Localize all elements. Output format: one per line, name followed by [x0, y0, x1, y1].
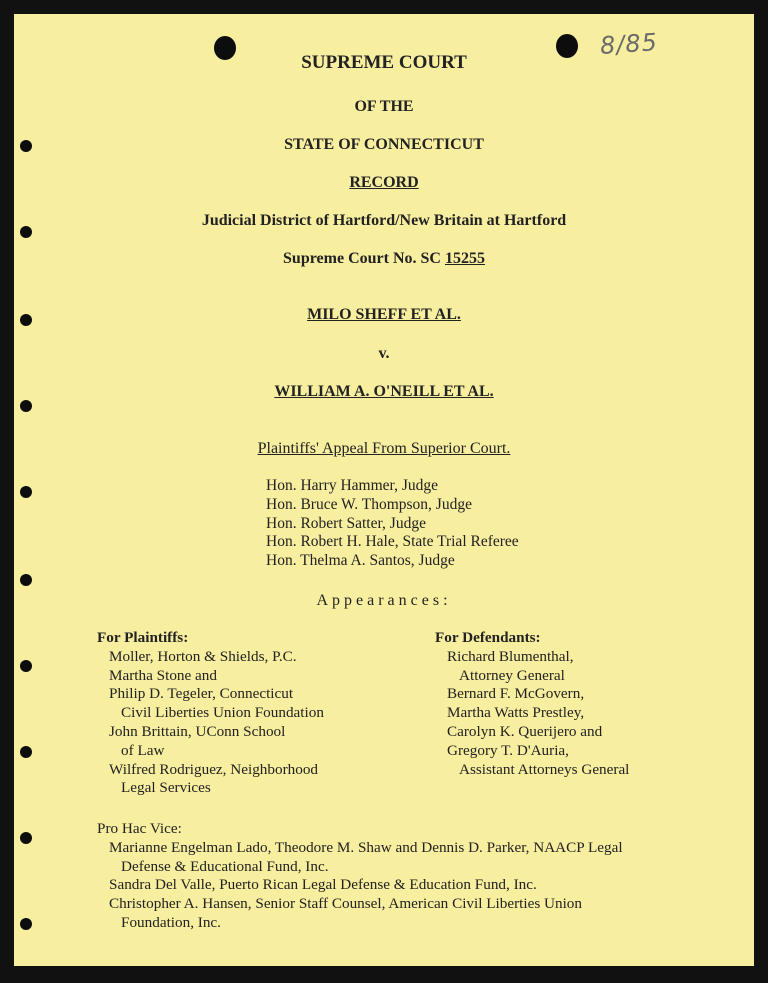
binding-hole: [20, 574, 32, 586]
binding-hole: [20, 746, 32, 758]
counsel-line: Defense & Educational Fund, Inc.: [121, 857, 329, 875]
court-number: [0, 250, 768, 268]
judges-list: [266, 477, 519, 571]
binding-hole: [20, 660, 32, 672]
versus-label: v.: [378, 345, 390, 362]
defendants-counsel: [435, 629, 629, 779]
counsel-line: Philip D. Tegeler, Connecticut: [109, 685, 294, 703]
appeal-line: Plaintiffs' Appeal From Superior Court.: [257, 440, 511, 457]
counsel-line: Sandra Del Valle, Puerto Rican Legal Defense & Education Fund, Inc.: [109, 876, 537, 894]
counsel-line: Martha Watts Prestley,: [447, 704, 585, 722]
judge-item: Hon. Bruce W. Thompson, Judge: [266, 495, 472, 513]
counsel-line: Legal Services: [121, 779, 211, 797]
handwritten-note: 8/85: [599, 28, 659, 60]
binding-hole: [20, 400, 32, 412]
counsel-line: Carolyn K. Querijero and: [447, 722, 603, 740]
counsel-line: Bernard F. McGovern,: [447, 685, 585, 703]
counsel-line: John Brittain, UConn School: [109, 722, 286, 740]
judge-item: Hon. Robert Satter, Judge: [266, 514, 426, 532]
counsel-line: of Law: [121, 741, 165, 759]
plaintiff-name: MILO SHEFF ET AL.: [307, 306, 461, 323]
counsel-line: Foundation, Inc.: [121, 913, 221, 931]
judge-item: Hon. Robert H. Hale, State Trial Referee: [266, 533, 519, 551]
judge-item: Hon. Harry Hammer, Judge: [266, 477, 438, 494]
counsel-line: Civil Liberties Union Foundation: [121, 704, 324, 722]
counsel-line: Moller, Horton & Shields, P.C.: [109, 647, 297, 665]
page-title: SUPREME COURT: [301, 52, 467, 73]
counsel-line: Marianne Engelman Lado, Theodore M. Shaw and Dennis D. Parker, NAACP Legal: [109, 838, 623, 856]
counsel-line: Martha Stone and: [109, 666, 217, 684]
counsel-line: Christopher A. Hansen, Senior Staff Counsel, American Civil Liberties Union: [109, 895, 582, 913]
pro-hac-vice-heading: Pro Hac Vice:: [97, 820, 182, 837]
judge-item: Hon. Thelma A. Santos, Judge: [266, 552, 455, 570]
binding-hole: [20, 918, 32, 930]
counsel-line: Richard Blumenthal,: [447, 647, 574, 665]
plaintiffs-heading: For Plaintiffs:: [97, 629, 189, 646]
court-number-label: Supreme Court No. SC: [283, 250, 445, 267]
counsel-line: Wilfred Rodriguez, Neighborhood: [109, 760, 319, 778]
binding-hole: [20, 486, 32, 498]
binding-hole: [20, 832, 32, 844]
appearances-heading: Appearances:: [316, 592, 452, 609]
counsel-line: Attorney General: [459, 666, 565, 684]
defendant-name: WILLIAM A. O'NEILL ET AL.: [274, 383, 494, 400]
district-heading: Judicial District of Hartford/New Britain at Hartford: [201, 212, 567, 229]
counsel-line: Gregory T. D'Auria,: [447, 741, 569, 759]
plaintiffs-counsel: [97, 629, 324, 798]
defendants-heading: For Defendants:: [435, 629, 541, 646]
state-heading: STATE OF CONNECTICUT: [284, 136, 484, 153]
record-heading: RECORD: [349, 174, 419, 191]
pro-hac-vice-section: [97, 820, 623, 933]
of-the-heading: OF THE: [354, 98, 414, 115]
counsel-line: Assistant Attorneys General: [459, 760, 630, 778]
court-number-value: 15255: [444, 250, 485, 267]
